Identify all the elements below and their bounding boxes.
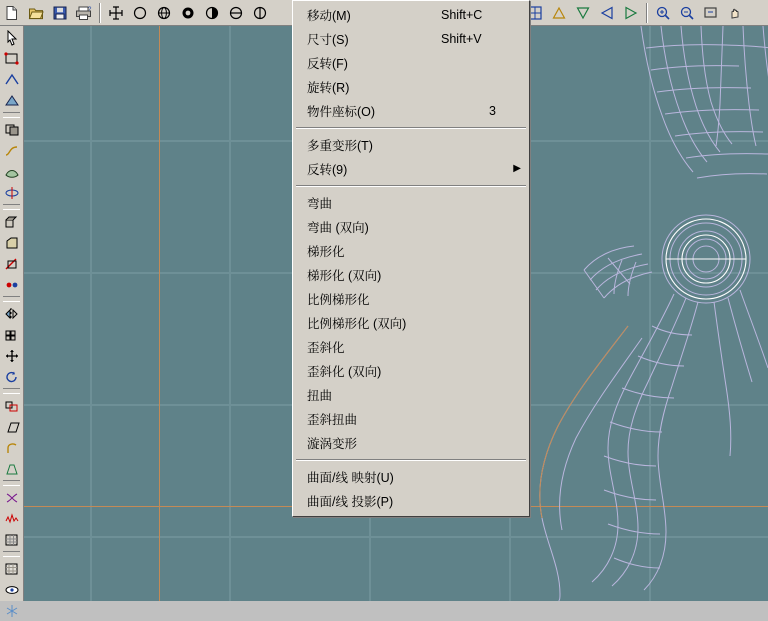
extrude-tool-button[interactable] (1, 211, 23, 232)
zoom-in-button[interactable] (652, 2, 674, 24)
svg-text:?: ? (88, 6, 92, 13)
triangle-up-button[interactable] (548, 2, 570, 24)
grid-snap-button[interactable] (1, 558, 23, 579)
shaded-sphere-button[interactable] (177, 2, 199, 24)
menu-item-vortex-deform[interactable] (293, 431, 529, 455)
triangle-down-button[interactable] (572, 2, 594, 24)
toolbar-group-zoom (651, 1, 747, 25)
curve-tool-button[interactable] (1, 140, 23, 161)
toolbar-separator (99, 3, 101, 23)
half-sphere-button[interactable] (201, 2, 223, 24)
menu-item-label: 比例梯形化 (307, 293, 370, 307)
menu-item-flip-sub[interactable] (293, 157, 529, 181)
triangle-right-button[interactable] (620, 2, 642, 24)
left-tool-palette (0, 26, 24, 601)
menu-item-label: 多重变形(T) (307, 139, 373, 153)
twist-tool-button[interactable] (1, 487, 23, 508)
uv-tool-button[interactable] (1, 529, 23, 550)
rotate-tool-button[interactable] (1, 366, 23, 387)
menu-item-label: 物件座标(O) (307, 105, 376, 119)
menu-item-flip[interactable] (293, 51, 529, 75)
skew-tool-button[interactable] (1, 416, 23, 437)
menu-item-rotate[interactable] (293, 75, 529, 99)
toolbar-group-view (523, 1, 643, 25)
move-cross-icon[interactable] (1, 345, 23, 366)
menu-item-label: 梯形化 (双向) (307, 269, 382, 283)
vertex-tool-button[interactable] (1, 48, 23, 69)
toolbar-group-file (0, 1, 96, 25)
toolbar-separator (3, 296, 20, 302)
ring-button[interactable] (225, 2, 247, 24)
menu-item-multi-deform[interactable] (293, 133, 529, 157)
circle-tool-button[interactable] (129, 2, 151, 24)
array-tool-button[interactable] (1, 324, 23, 345)
pan-button[interactable] (724, 2, 746, 24)
menu-item-label: 反转(F) (307, 57, 348, 71)
menu-item-label: 弯曲 (307, 197, 333, 211)
menu-item-bend[interactable] (293, 191, 529, 215)
menu-item-surface-mapping[interactable] (293, 465, 529, 489)
knife-tool-button[interactable] (1, 253, 23, 274)
menu-item-bend-bidirectional[interactable] (293, 215, 529, 239)
toolbar-separator (646, 3, 648, 23)
bevel-tool-button[interactable] (1, 232, 23, 253)
menu-item-skew[interactable] (293, 335, 529, 359)
menu-item-label: 梯形化 (307, 245, 345, 259)
menu-item-label: 歪斜扭曲 (307, 413, 358, 427)
menu-item-label: 扭曲 (307, 389, 333, 403)
toolbar-separator (3, 480, 20, 486)
toolbar-separator (3, 551, 20, 557)
open-file-button[interactable] (25, 2, 47, 24)
chevron-right-icon: ▶ (513, 163, 521, 174)
menu-item-label: 曲面/线 投影(P) (307, 495, 394, 509)
menu-item-size[interactable] (293, 27, 529, 51)
scale-tool-button[interactable] (1, 395, 23, 416)
menu-item-label: 歪斜化 (307, 341, 345, 355)
arrow-cursor-icon[interactable] (1, 27, 23, 48)
hide-tool-button[interactable] (1, 579, 23, 600)
menu-item-label: 旋转(R) (307, 81, 350, 95)
menu-item-label: 反转(9) (307, 163, 348, 177)
toolbar-separator (3, 204, 20, 210)
bend-tool-button[interactable] (1, 437, 23, 458)
transform-menu[interactable] (292, 0, 530, 517)
weld-tool-button[interactable] (1, 274, 23, 295)
sphere-tool-button[interactable] (153, 2, 175, 24)
menu-separator (296, 456, 526, 463)
menu-item-skew-bidirectional[interactable] (293, 359, 529, 383)
toolbar-group-create (104, 1, 272, 25)
element-tool-button[interactable] (1, 119, 23, 140)
point-tool-button[interactable] (105, 2, 127, 24)
menu-item-label: 尺寸(S) (307, 33, 349, 47)
menu-item-shortcut: Shift+C (441, 8, 483, 22)
print-button[interactable] (73, 2, 95, 24)
menu-item-label: 弯曲 (双向) (307, 221, 369, 235)
menu-item-twist[interactable] (293, 383, 529, 407)
menu-item-label: 比例梯形化 (双向) (307, 317, 407, 331)
menu-item-proportional-taper[interactable] (293, 287, 529, 311)
toolbar-separator (3, 112, 20, 118)
surface-tool-button[interactable] (1, 161, 23, 182)
toolbar-separator (3, 388, 20, 394)
menu-item-label: 曲面/线 映射(U) (307, 471, 394, 485)
menu-item-shortcut: Shift+V (441, 32, 482, 46)
menu-item-surface-projection[interactable] (293, 489, 529, 513)
menu-item-move[interactable] (293, 3, 529, 27)
zoom-out-button[interactable] (676, 2, 698, 24)
menu-separator (296, 124, 526, 131)
menu-item-proportional-taper-bidirectional[interactable] (293, 311, 529, 335)
noise-tool-button[interactable] (1, 508, 23, 529)
menu-item-skew-twist[interactable] (293, 407, 529, 431)
menu-item-label: 歪斜化 (双向) (307, 365, 382, 379)
menu-item-taper-bidirectional[interactable] (293, 263, 529, 287)
lathe-tool-button[interactable] (1, 182, 23, 203)
zoom-window-button[interactable] (700, 2, 722, 24)
mirror-tool-button[interactable] (1, 303, 23, 324)
menu-item-taper[interactable] (293, 239, 529, 263)
menu-separator (296, 182, 526, 189)
new-file-button[interactable] (1, 2, 23, 24)
face-tool-button[interactable] (1, 90, 23, 111)
menu-item-object-coords[interactable] (293, 99, 529, 123)
edge-tool-button[interactable] (1, 69, 23, 90)
save-file-button[interactable] (49, 2, 71, 24)
triangle-left-button[interactable] (596, 2, 618, 24)
disc-button[interactable] (249, 2, 271, 24)
freeze-tool-button[interactable] (1, 600, 23, 621)
taper-tool-button[interactable] (1, 458, 23, 479)
menu-item-value: 3 (489, 104, 496, 118)
menu-item-label: 移动(M) (307, 9, 351, 23)
menu-item-label: 漩涡变形 (307, 437, 358, 451)
